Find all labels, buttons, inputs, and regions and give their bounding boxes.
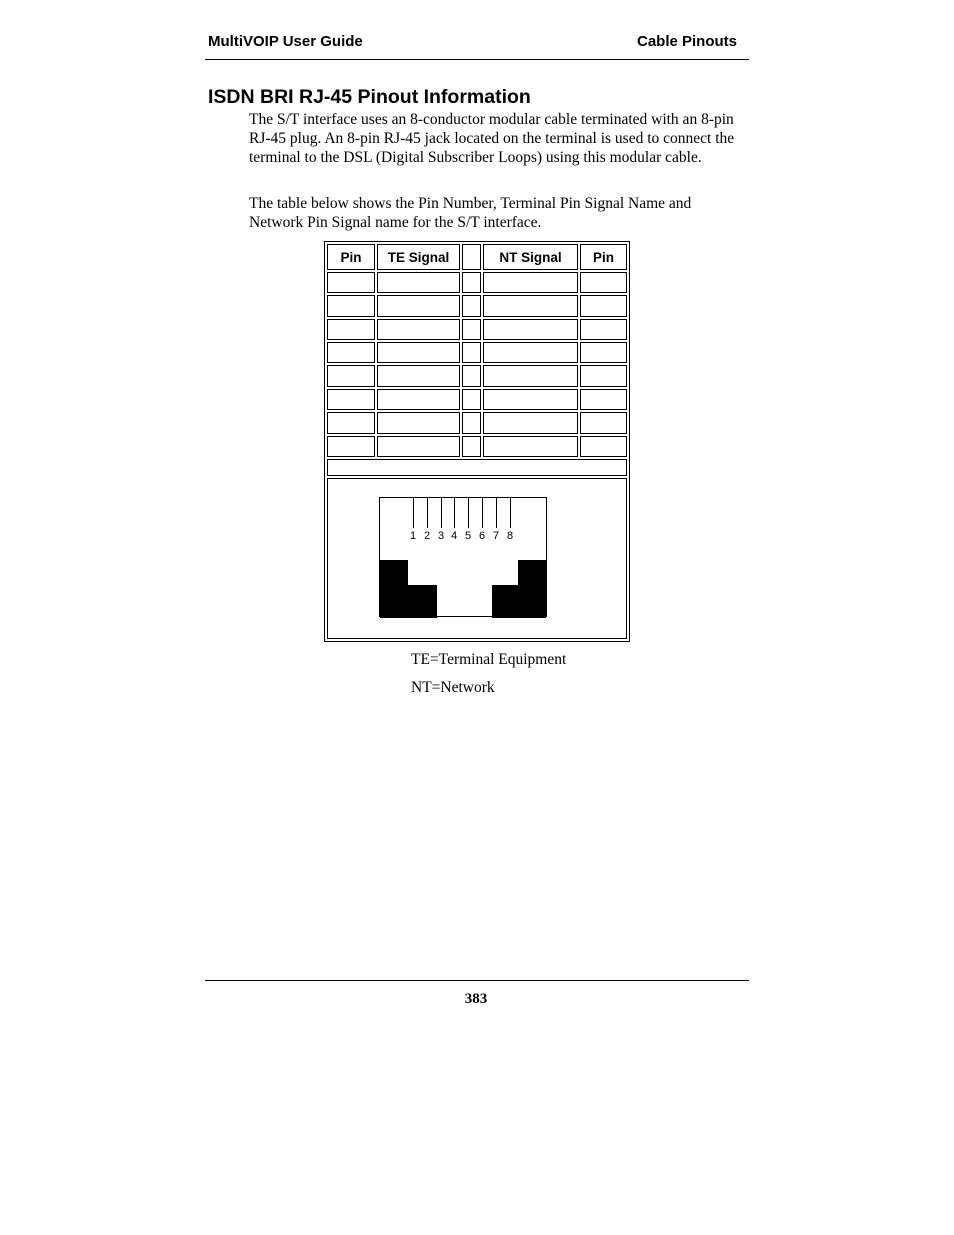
pin-cell xyxy=(327,436,375,457)
separator-cell xyxy=(462,436,481,457)
spacer-cell xyxy=(327,459,627,476)
legend-terminal-equipment: TE=Terminal Equipment xyxy=(411,651,567,668)
pin-cell xyxy=(580,342,627,363)
section-title: ISDN BRI RJ-45 Pinout Information xyxy=(208,86,531,108)
page-number: 383 xyxy=(464,991,488,1007)
te-signal-cell xyxy=(377,436,460,457)
jack-latch-right-inner xyxy=(492,585,519,618)
table-intro-paragraph: The table below shows the Pin Number, Terminal Pin Signal Name and Network Pin Signal name for the S/T interface. xyxy=(249,195,692,231)
jack-latch-right-outer xyxy=(518,560,546,618)
table-row xyxy=(327,295,627,316)
table-row xyxy=(327,365,627,386)
header-separator xyxy=(462,244,481,270)
jack-latch-left-outer xyxy=(380,560,408,618)
nt-signal-cell xyxy=(483,342,578,363)
separator-cell xyxy=(462,319,481,340)
intro-paragraph: The S/T interface uses an 8-conductor modular cable terminated with an 8-pin RJ-45 plug. An 8-pin RJ-45 jack located on the terminal is used to connect the terminal to the DSL (Digital Subscriber Loops) using this modular cable. xyxy=(249,111,735,166)
header-te-signal: TE Signal xyxy=(377,244,460,270)
nt-signal-cell xyxy=(483,412,578,433)
nt-signal-cell xyxy=(483,436,578,457)
pin-cell xyxy=(327,319,375,340)
nt-signal-cell xyxy=(483,295,578,316)
jack-contact xyxy=(454,498,455,528)
table-row xyxy=(327,342,627,363)
table-spacer-row xyxy=(327,459,627,476)
pinout-table xyxy=(324,241,630,642)
pin-cell xyxy=(580,365,627,386)
jack-pin-number: 3 xyxy=(437,530,445,543)
separator-cell xyxy=(462,295,481,316)
nt-signal-cell xyxy=(483,365,578,386)
te-signal-cell xyxy=(377,412,460,433)
pin-cell xyxy=(580,436,627,457)
separator-cell xyxy=(462,412,481,433)
pin-cell xyxy=(580,412,627,433)
jack-latch-left-inner xyxy=(407,585,437,618)
pin-cell xyxy=(327,389,375,410)
nt-signal-cell xyxy=(483,389,578,410)
pin-cell xyxy=(327,342,375,363)
te-signal-cell xyxy=(377,319,460,340)
table-row xyxy=(327,412,627,433)
separator-cell xyxy=(462,272,481,293)
jack-pin-number: 2 xyxy=(423,530,431,543)
jack-contact xyxy=(427,498,428,528)
table-row xyxy=(327,272,627,293)
nt-signal-cell xyxy=(483,319,578,340)
jack-contact xyxy=(441,498,442,528)
jack-pin-number: 8 xyxy=(506,530,514,543)
header-pin-te: Pin xyxy=(327,244,375,270)
te-signal-cell xyxy=(377,295,460,316)
jack-pin-number: 6 xyxy=(478,530,486,543)
te-signal-cell xyxy=(377,365,460,386)
footer-divider xyxy=(205,980,749,981)
header-nt-signal: NT Signal xyxy=(483,244,578,270)
pin-cell xyxy=(580,389,627,410)
table-row xyxy=(327,319,627,340)
running-header-title: MultiVOIP User Guide xyxy=(208,33,363,50)
running-header-section: Cable Pinouts xyxy=(636,33,737,50)
header-divider xyxy=(205,59,749,60)
pin-cell xyxy=(327,365,375,386)
pin-cell xyxy=(327,412,375,433)
jack-contact xyxy=(413,498,414,528)
te-signal-cell xyxy=(377,342,460,363)
pin-cell xyxy=(327,272,375,293)
header-pin-nt: Pin xyxy=(580,244,627,270)
jack-pin-number: 4 xyxy=(450,530,458,543)
table-row xyxy=(327,389,627,410)
pin-cell xyxy=(327,295,375,316)
pin-cell xyxy=(580,272,627,293)
table-row xyxy=(327,436,627,457)
separator-cell xyxy=(462,342,481,363)
te-signal-cell xyxy=(377,272,460,293)
jack-contact xyxy=(468,498,469,528)
jack-pin-number: 1 xyxy=(409,530,417,543)
pin-cell xyxy=(580,295,627,316)
separator-cell xyxy=(462,365,481,386)
jack-contact xyxy=(482,498,483,528)
jack-pin-number: 5 xyxy=(464,530,472,543)
te-signal-cell xyxy=(377,389,460,410)
diagram-row xyxy=(327,478,627,639)
jack-contact xyxy=(496,498,497,528)
jack-contact xyxy=(510,498,511,528)
legend-network: NT=Network xyxy=(411,679,495,696)
rj45-jack-diagram xyxy=(379,497,547,617)
separator-cell xyxy=(462,389,481,410)
table-header-row xyxy=(327,244,627,270)
jack-pin-number: 7 xyxy=(492,530,500,543)
pin-cell xyxy=(580,319,627,340)
nt-signal-cell xyxy=(483,272,578,293)
jack-diagram-cell xyxy=(327,478,627,639)
